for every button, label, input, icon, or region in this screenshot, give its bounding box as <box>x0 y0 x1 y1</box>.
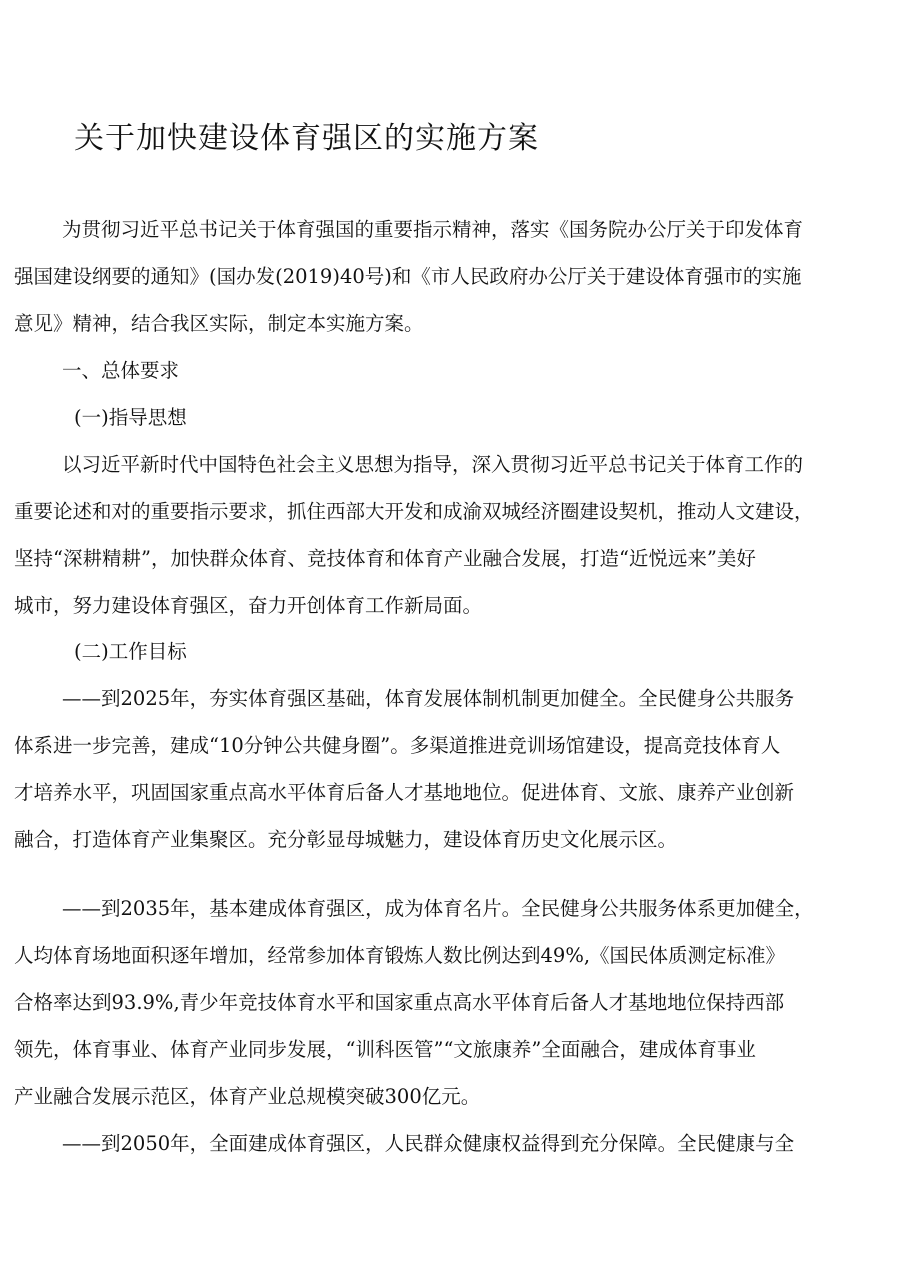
intro-line: 强国建设纲要的通知》(国办发(2019)40号)和《市人民政府办公厅关于建设体育强市的实施 <box>14 265 802 288</box>
paragraph-line: 体系进一步完善，建成“10分钟公共健身圈”。多渠道推进竞训场馆建设，提高竞技体育人 <box>14 734 781 757</box>
paragraph-line: 才培养水平，巩固国家重点高水平体育后备人才基地地位。促进体育、文旅、康养产业创新 <box>14 781 795 804</box>
paragraph-line: ——到2050年，全面建成体育强区，人民群众健康权益得到充分保障。全民健康与全 <box>62 1132 795 1155</box>
paragraph-line: 以习近平新时代中国特色社会主义思想为指导，深入贯彻习近平总书记关于体育工作的 <box>62 453 804 476</box>
paragraph-line: 重要论述和对的重要指示要求，抓住西部大开发和成渝双城经济圈建设契机，推动人文建设， <box>14 500 814 523</box>
paragraph-line: ——到2035年，基本建成体育强区，成为体育名片。全民健身公共服务体系更加健全， <box>62 897 814 920</box>
intro-line: 为贯彻习近平总书记关于体育强国的重要指示精神，落实《国务院办公厅关于印发体育 <box>62 218 804 241</box>
paragraph-line: 领先，体育事业、体育产业同步发展，“训科医管”“文旅康养”全面融合，建成体育事业 <box>14 1038 756 1061</box>
paragraph-line: 坚持“深耕精耕”，加快群众体育、竞技体育和体育产业融合发展，打造“近悦远来”美好 <box>14 547 756 570</box>
paragraph-line: ——到2025年，夯实体育强区基础，体育发展体制机制更加健全。全民健身公共服务 <box>62 687 795 710</box>
intro-line: 意见》精神，结合我区实际，制定本实施方案。 <box>14 312 424 335</box>
section-heading: 一、总体要求 <box>62 359 180 382</box>
subsection-heading: (一)指导思想 <box>74 406 187 429</box>
paragraph-line: 产业融合发展示范区，体育产业总规模突破300亿元。 <box>14 1085 481 1108</box>
paragraph-line: 人均体育场地面积逐年增加，经常参加体育锻炼人数比例达到49%,《国民体质测定标准》 <box>14 944 786 967</box>
paragraph-line: 城市，努力建设体育强区，奋力开创体育工作新局面。 <box>14 594 483 617</box>
paragraph-line: 合格率达到93.9%,青少年竞技体育水平和国家重点高水平体育后备人才基地地位保持西部 <box>14 991 785 1014</box>
paragraph-line: 融合，打造体育产业集聚区。充分彰显母城魅力，建设体育历史文化展示区。 <box>14 828 678 851</box>
document-title: 关于加快建设体育强区的实施方案 <box>74 121 539 156</box>
subsection-heading: (二)工作目标 <box>74 640 187 663</box>
